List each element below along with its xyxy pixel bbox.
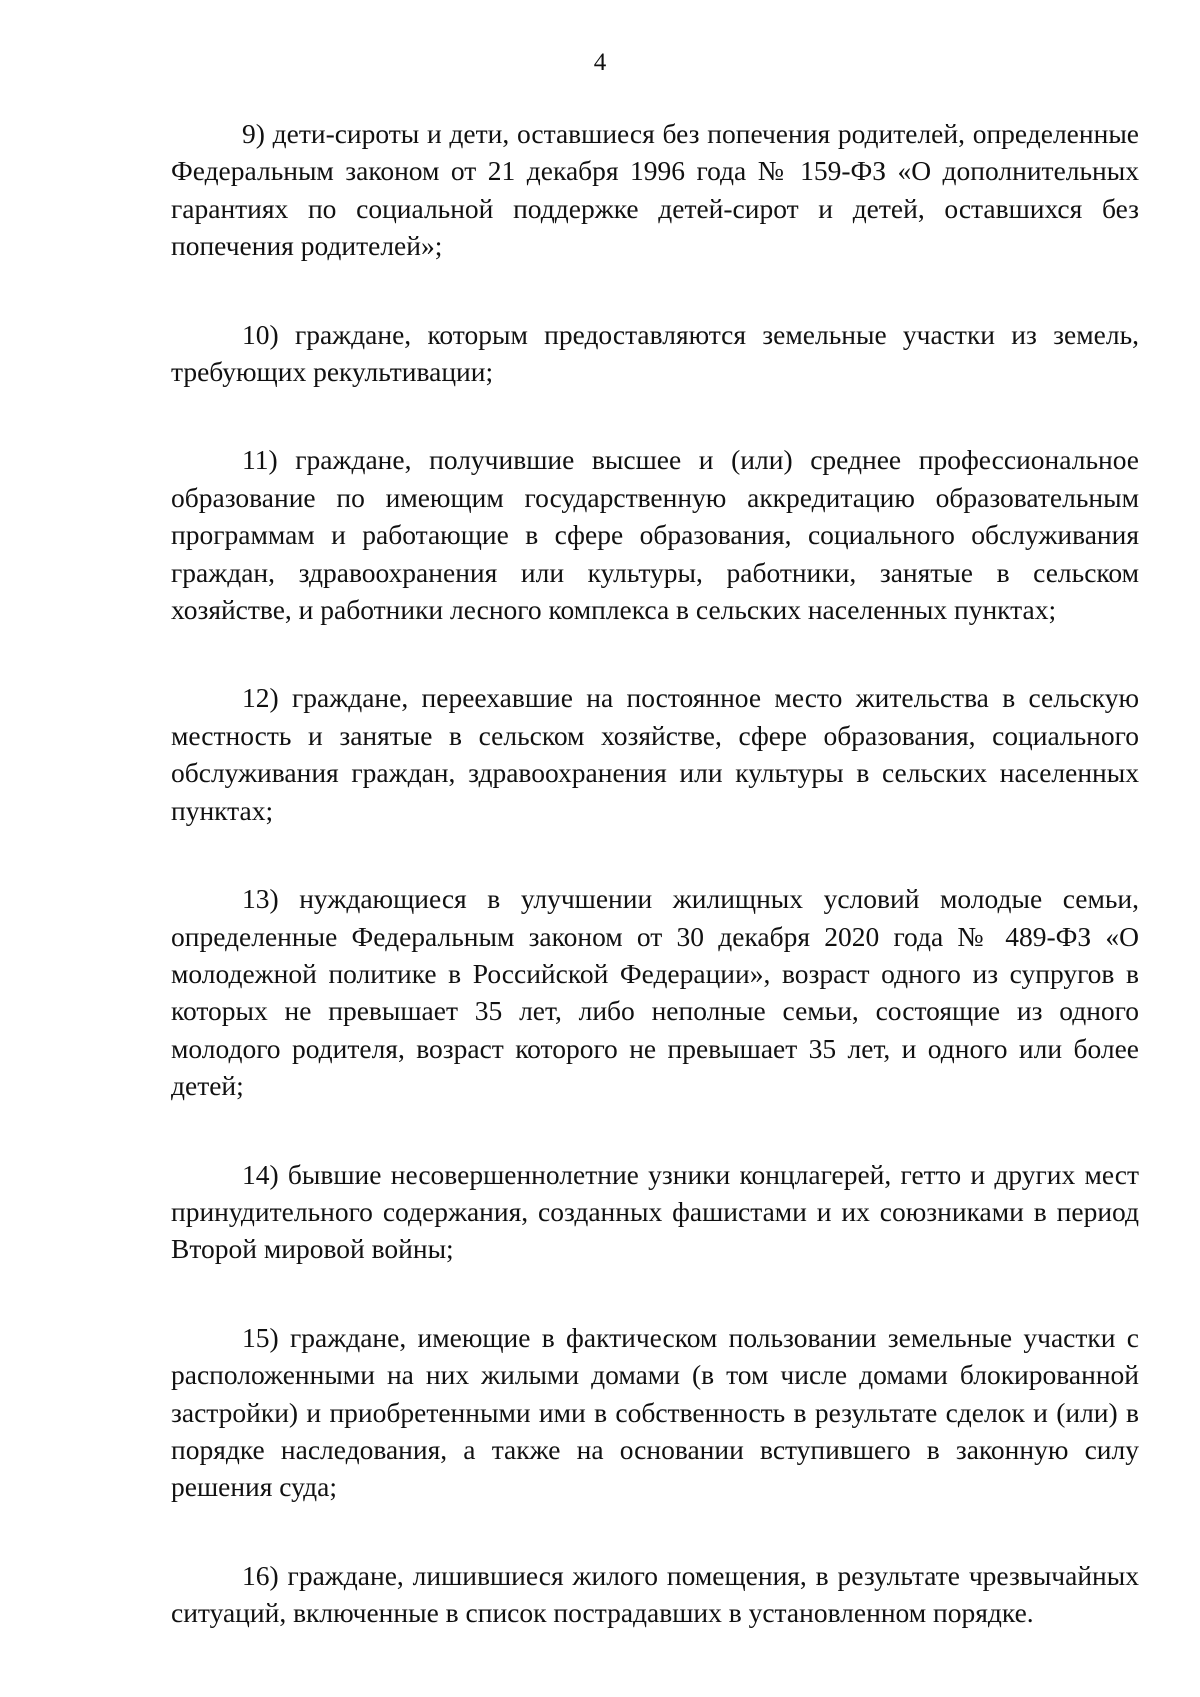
list-item-10: 10) граждане, которым предоставляются земельные участки из земель, требующих рекультивации;	[171, 318, 1139, 388]
list-item-9: 9) дети-сироты и дети, оставшиеся без попечения родителей, определенные Федеральным законом от 21 декабря 1996 года № 159-ФЗ «О дополнительных гарантиях по социальной поддержке детей-сирот и детей, оставшихся без попечения родителей»;	[171, 118, 1139, 262]
document-body	[171, 115, 1139, 1632]
list-item-14: 14) бывшие несовершеннолетние узники концлагерей, гетто и других мест принудительного содержания, созданных фашистами и их союзниками в период Второй мировой войны;	[171, 1158, 1139, 1265]
list-item-13: 13) нуждающиеся в улучшении жилищных условий молодые семьи, определенные Федеральным законом от 30 декабря 2020 года № 489-ФЗ «О молодежной политике в Российской Федерации», возраст одного из супругов в которых не превышает 35 лет, либо неполные семьи, состоящие из одного молодого родителя, возраст которого не превышает 35 лет, и одного или более детей;	[171, 883, 1139, 1102]
list-item-16: 16) граждане, лишившиеся жилого помещения, в результате чрезвычайных ситуаций, включенные в список пострадавших в установленном порядке.	[171, 1559, 1139, 1629]
list-item-11: 11) граждане, получившие высшее и (или) среднее профессиональное образование по имеющим государственную аккредитацию образовательным программам и работающие в сфере образования, социального обслуживания граждан, здравоохранения или культуры, работники, занятые в сельском хозяйстве, и работники лесного комплекса в сельских населенных пунктах;	[171, 444, 1139, 626]
page-number: 4	[593, 49, 607, 76]
list-item-12: 12) граждане, переехавшие на постоянное место жительства в сельскую местность и занятые в сельском хозяйстве, сфере образования, социального обслуживания граждан, здравоохранения или культуры в сельских населенных пунктах;	[171, 682, 1139, 826]
list-item-15: 15) граждане, имеющие в фактическом пользовании земельные участки с расположенными на них жилыми домами (в том числе домами блокированной застройки) и приобретенными ими в собственность в результате сделок и (или) в порядке наследования, а также на основании вступившего в законную силу решения суда;	[171, 1321, 1139, 1503]
